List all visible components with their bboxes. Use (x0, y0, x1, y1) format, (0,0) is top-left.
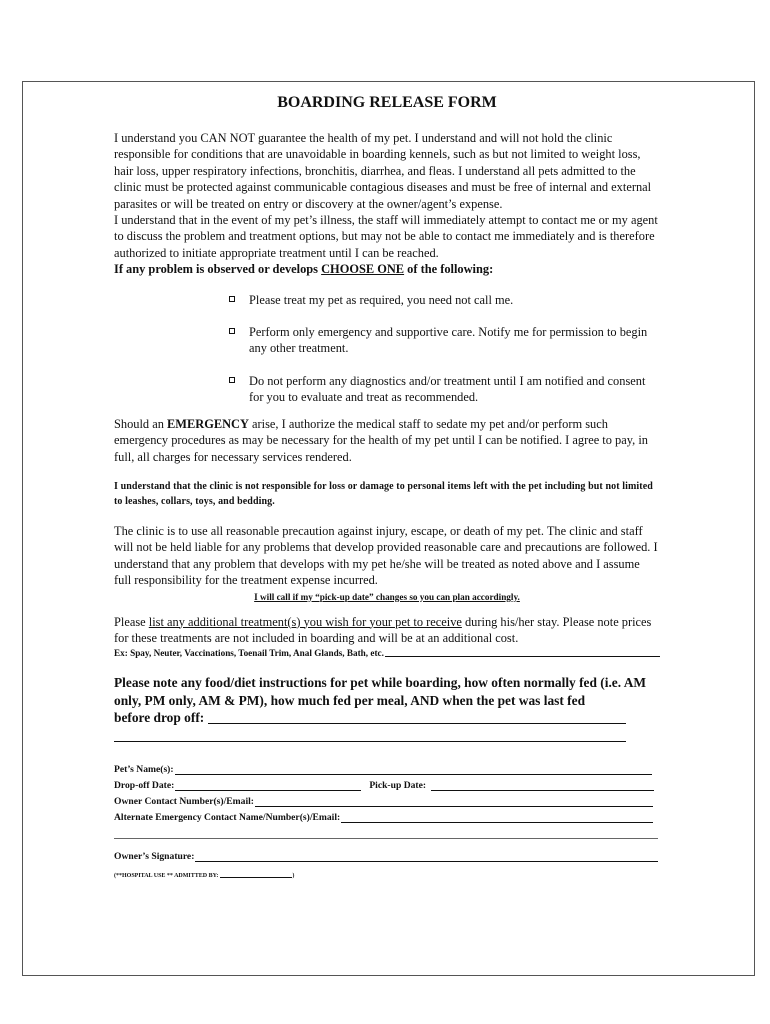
dropoff-date-field[interactable] (175, 790, 361, 791)
owner-signature-label: Owner’s Signature: (114, 850, 195, 862)
choose-one-label: CHOOSE ONE (321, 262, 405, 277)
precaution-paragraph: The clinic is to use all reasonable precaution against injury, escape, or death of my pet. The clinic and staff will not be held liable for any problems that develop provided reasonable care and precautions are followed. I understand that any problem that develops with my pet he/she will be treated as noted above and I assume full responsibility for the treatment expense incurred. (114, 523, 658, 588)
alternate-contact-label: Alternate Emergency Contact Name/Number(s)/Email: (114, 811, 341, 823)
disclaimer-paragraph: I understand you CAN NOT guarantee the health of my pet. I understand and will not hold the clinic responsible for conditions that are unavoidable in boarding kennels, such as but not limited to weight loss, hair loss, upper respiratory infections, bronchitis, diarrhea, and fleas. I understand all pets admitted to the clinic must be protected against communicable contagious diseases and must be free of internal and external parasites or will be treated on entry or discovery at the owner/agent’s expense. (114, 131, 652, 211)
examples-label: Ex: Spay, Neuter, Vaccinations, Toenail Trim, Anal Glands, Bath, etc. (114, 648, 384, 659)
option-no-diagnostics[interactable]: Do not perform any diagnostics and/or treatment until I am notified and consent for you to evaluate and treat as recommended. (227, 373, 660, 406)
owner-contact-field[interactable] (255, 806, 653, 807)
owner-info-fields (114, 762, 660, 879)
illness-paragraph: I understand that in the event of my pet’s illness, the staff will immediately attempt to contact me or my agent to discuss the problem and treatment options, but may not be able to contact me immediately and is therefore authorized to initiate appropriate treatment until I can be reached. (114, 213, 658, 260)
option-emergency-only[interactable]: Perform only emergency and supportive care. Notify me for permission to begin any other treatment. (227, 324, 660, 357)
additional-treatment-line[interactable] (385, 646, 660, 657)
pickup-date-label: Pick-up Date: (369, 779, 427, 791)
diet-line-2[interactable] (114, 727, 626, 742)
hospital-use-line: (**HOSPITAL USE ** ADMITTED BY: ) (114, 872, 295, 879)
owner-signature-field[interactable] (195, 861, 658, 862)
checkbox-icon[interactable] (229, 328, 235, 334)
personal-items-notice: I understand that the clinic is not responsible for loss or damage to personal items left with the pet including but not limited to leashes, collars, toys, and bedding. (114, 480, 653, 507)
pickup-date-field[interactable] (431, 790, 654, 791)
form-title: BOARDING RELEASE FORM (277, 94, 497, 111)
additional-treatment-paragraph: Please list any additional treatment(s) you wish for your pet to receive during his/her stay. Please note prices for these treatments are not included in boarding and will be at an additional cost. (114, 614, 652, 645)
checkbox-icon[interactable] (229, 377, 235, 383)
diet-line-1[interactable] (208, 723, 626, 724)
owner-contact-label: Owner Contact Number(s)/Email: (114, 795, 254, 807)
dropoff-date-label: Drop-off Date: (114, 779, 175, 791)
hospital-use-label: (**HOSPITAL USE ** ADMITTED BY: (114, 872, 219, 879)
alternate-contact-field[interactable] (341, 822, 653, 823)
emergency-paragraph: Should an EMERGENCY arise, I authorize the medical staff to sedate my pet and/or perform such emergency procedures as may be necessary for the health of my pet until I can be notified. I agree to pay, in full, all charges for necessary services rendered. (114, 416, 648, 464)
option-treat-as-required[interactable]: Please treat my pet as required, you need not call me. (227, 292, 660, 308)
divider-line (114, 826, 658, 839)
admitted-by-field[interactable] (220, 877, 292, 878)
choose-one-heading: If any problem is observed or develops CHOOSE ONE of the following: (114, 262, 494, 277)
pet-names-field[interactable] (175, 774, 652, 775)
diet-instructions-text: Please note any food/diet instructions for pet while boarding, how often normally fed (i.e. AM only, PM only, AM & PM), how much fed per meal, AND when the pet was last fed (114, 675, 647, 708)
pet-names-label: Pet’s Name(s): (114, 763, 174, 775)
additional-treatment-field (114, 646, 660, 660)
pickup-date-note: I will call if my “pick-up date” changes so you can plan accordingly. (254, 591, 520, 602)
treatment-options (114, 292, 660, 406)
checkbox-icon[interactable] (229, 296, 235, 302)
diet-instructions (114, 674, 660, 742)
diet-last-label: before drop off: (114, 710, 205, 726)
boarding-release-form (114, 94, 660, 879)
